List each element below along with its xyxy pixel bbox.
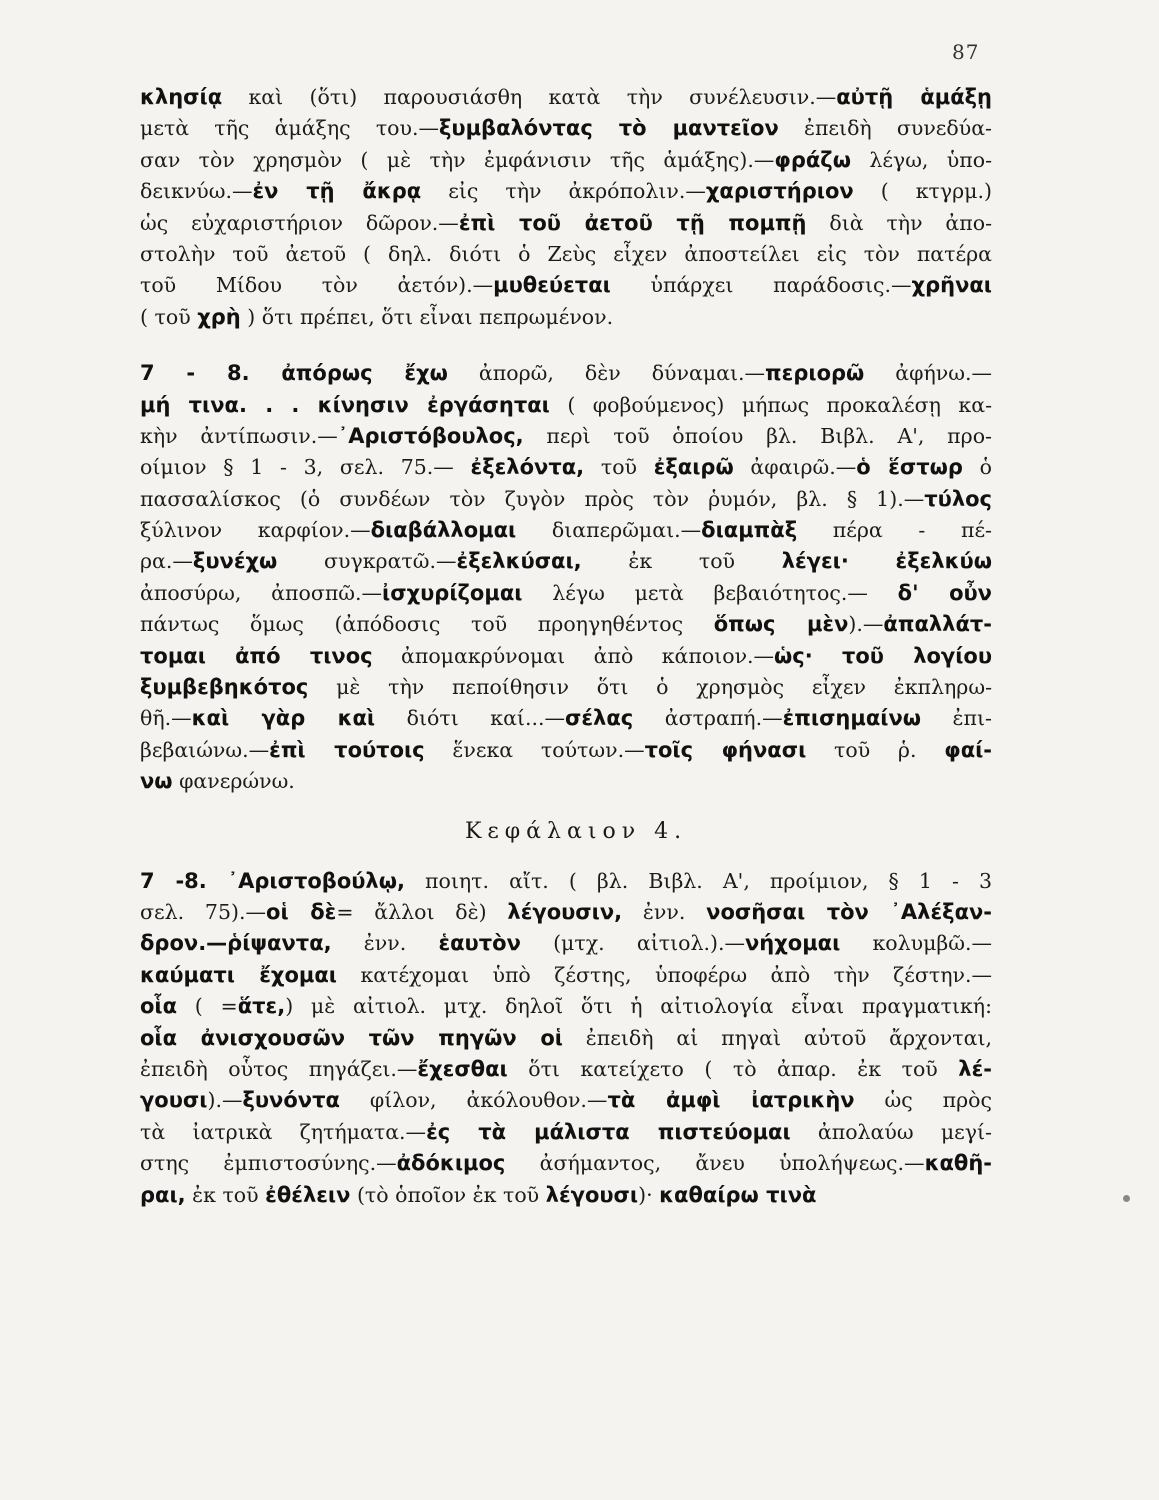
gloss-text: ἀπορῶ, δὲν δύναμαι.—: [447, 361, 766, 386]
lemma-term: χρῆναι: [911, 273, 992, 298]
text-line: [140, 1148, 992, 1179]
gloss-text: ἕνεκα τούτων.—: [424, 737, 645, 762]
lemma-term: ἑαυτὸν: [438, 931, 521, 956]
lemma-term: λέγουσιν,: [507, 899, 623, 924]
commentary-text: [140, 82, 992, 1211]
lemma-term: νω: [140, 769, 173, 794]
lemma-term: περιορῶ: [765, 361, 865, 386]
lemma-term: ξυμβαλόντας τὸ μαντεῖον: [439, 116, 779, 141]
lemma-term: ἀπαλλάτ-: [883, 612, 992, 637]
lemma-term: τὰ ἀμφὶ ἰατρικὴν: [607, 1088, 855, 1113]
text-line: [140, 176, 992, 207]
lemma-term: κλησίᾳ: [140, 85, 223, 109]
gloss-text: ἀστραπή.—: [633, 706, 783, 731]
gloss-text: = ἄλλοι δὲ): [336, 899, 508, 924]
gloss-text: συγκρατῶ.—: [277, 549, 457, 574]
gloss-text: διαπερῶμαι.—: [516, 518, 702, 543]
gloss-text: δεικνύω.—: [140, 179, 253, 204]
gloss-text: ( τοῦ: [140, 304, 198, 329]
text-line: [140, 897, 992, 928]
lemma-term: 7 - 8.: [140, 361, 282, 386]
text-line: [140, 1117, 992, 1148]
gloss-text: διὰ τὴν ἀπο-: [806, 210, 992, 235]
lemma-term: ἐπὶ τούτοις: [269, 737, 425, 762]
lemma-term: ᾿Αριστοβούλῳ,: [227, 868, 405, 893]
lemma-term: ἐπισημαίνω: [782, 706, 922, 731]
lemma-term: ὁ ἕστωρ: [856, 455, 963, 480]
gloss-text: μετὰ τῆς ἁμάξης του.—: [140, 116, 439, 141]
lemma-term: ῥίψαντα,: [227, 931, 332, 956]
gloss-text: ἀφήνω.—: [864, 361, 992, 386]
text-line: [140, 766, 992, 797]
gloss-text: ἀπολαύω μεγί-: [790, 1119, 992, 1144]
page-number: 87: [952, 40, 980, 64]
gloss-text: ).—: [207, 1088, 243, 1113]
lemma-term: χαριστήριον: [705, 179, 854, 204]
lemma-term: καὶ γὰρ καὶ: [191, 706, 376, 731]
lemma-term: μή τινα. . . κίνησιν ἐργάσηται: [140, 392, 550, 417]
margin-speck: [1123, 1195, 1130, 1202]
gloss-text: ξύλινον καρφίον.—: [140, 518, 371, 543]
gloss-text: στολὴν τοῦ ἀετοῦ ( δηλ. διότι ὁ Ζεὺς εἶχεν ἀποστείλει εἰς τὸν πατέρα: [140, 241, 992, 266]
gloss-text: διότι καί...—: [375, 706, 565, 731]
gloss-text: στης ἐμπιστοσύνης.—: [140, 1151, 397, 1176]
gloss-text: ) μὲ αἰτιολ. μτχ. δηλοῖ ὅτι ἡ αἰτιολογία εἶναι πραγματική:: [285, 994, 992, 1019]
gloss-text: ὡς πρὸς: [854, 1088, 992, 1113]
text-line: [140, 484, 992, 515]
gloss-text: ἐπι-: [921, 706, 992, 731]
lemma-term: λέ-: [958, 1056, 992, 1081]
text-line: [140, 672, 992, 703]
lemma-term: ἅτε,: [237, 994, 286, 1019]
lemma-term: ξυμβεβηκότος: [140, 675, 309, 700]
lemma-term: ἐπὶ τοῦ ἀετοῦ τῇ πομπῇ: [458, 210, 807, 235]
lemma-term: χρὴ: [197, 304, 241, 329]
text-line: [140, 113, 992, 144]
text-line: [140, 578, 992, 609]
gloss-text: τὰ ἰατρικὰ ζητήματα.—: [140, 1119, 427, 1144]
lemma-term: τομαι ἀπό τινος: [140, 643, 373, 668]
lemma-term: μυθεύεται: [493, 273, 611, 298]
lemma-term: ἰσχυρίζομαι: [382, 580, 523, 605]
text-line: [140, 515, 992, 546]
text-line: [140, 1085, 992, 1116]
gloss-text: βεβαιώνω.—: [140, 737, 270, 762]
lemma-term: ᾿Αριστόβουλος,: [337, 423, 524, 448]
gloss-text: καὶ (ὅτι) παρουσιάσθη κατὰ τὴν συνέλευσιν.—: [222, 85, 837, 109]
text-line: [140, 390, 992, 421]
gloss-text: ἀφαιρῶ.—: [733, 455, 857, 480]
paragraph-chapter-4: [140, 866, 992, 1211]
lemma-term: ἐξελκύσαι,: [456, 549, 582, 574]
lemma-term: καθαίρω τινὰ: [659, 1182, 817, 1207]
gloss-text: ἐνν.: [622, 899, 707, 924]
text-line: [140, 703, 992, 734]
gloss-text: ἐκ τοῦ: [581, 549, 782, 574]
gloss-text: ἀπομακρύνομαι ἀπὸ κάποιον.—: [372, 643, 775, 668]
lemma-term: φράζω: [774, 147, 851, 172]
lemma-term: ἐξαιρῶ: [653, 455, 734, 480]
lemma-term: αὐτῇ ἁμάξῃ: [836, 85, 992, 109]
gloss-text: εἰς τὴν ἀκρόπολιν.—: [421, 179, 706, 204]
lemma-term: ξυνόντα: [242, 1088, 340, 1113]
gloss-text: ποιητ. αἴτ. ( βλ. Βιβλ. Α', προίμιον, § 1 - 3: [404, 868, 992, 893]
gloss-text: (μτχ. αἰτιολ.).—: [520, 931, 745, 956]
gloss-text: τοῦ: [584, 455, 654, 480]
lemma-term: ξυνέχω: [192, 549, 278, 574]
gloss-text: ( φοβούμενος) μήπως προκαλέσῃ κα-: [549, 392, 992, 417]
lemma-term: ραι,: [140, 1182, 186, 1207]
gloss-text: ).—: [848, 612, 884, 637]
text-line: [140, 1023, 992, 1054]
gloss-text: [849, 549, 896, 573]
text-line: [140, 421, 992, 452]
lemma-term: οἱ δὲ: [266, 899, 337, 924]
lemma-term: διαβάλλομαι: [370, 518, 517, 543]
paragraph-gap: [140, 852, 992, 866]
text-line: [140, 270, 992, 301]
text-line: [140, 358, 992, 389]
text-line: [140, 866, 992, 897]
text-line: [140, 145, 992, 176]
gloss-text: ρα.—: [140, 549, 193, 574]
text-line: [140, 609, 992, 640]
gloss-text: ἀποσύρω, ἀποσπῶ.—: [140, 580, 383, 605]
lemma-term: λέγουσι: [545, 1182, 639, 1207]
gloss-text: ( κτγρμ.): [853, 179, 992, 204]
text-line: [140, 928, 992, 959]
lemma-term: φαί-: [944, 737, 992, 762]
gloss-text: ἐκ τοῦ: [185, 1182, 266, 1207]
paragraph-sections-7-8: [140, 358, 992, 797]
text-line: [140, 302, 992, 333]
lemma-term: ἐθέλειν: [265, 1182, 351, 1207]
gloss-text: μὲ τὴν πεποίθησιν ὅτι ὁ χρησμὸς εἶχεν ἐκπληρω-: [308, 675, 992, 700]
gloss-text: κὴν ἀντίπωσιν.—: [140, 423, 338, 448]
lemma-term: τύλος: [924, 486, 992, 511]
lemma-term: ὡς· τοῦ λογίου: [774, 643, 992, 668]
text-line: [140, 735, 992, 766]
lemma-term: οἷα: [140, 994, 178, 1019]
gloss-text: ἐπειδὴ συνεδύα-: [778, 116, 992, 141]
gloss-text: σαν τὸν χρησμὸν ( μὲ τὴν ἐμφάνισιν τῆς ἁμάξης).—: [140, 147, 775, 172]
text-line: [140, 1054, 992, 1085]
gloss-text: ὡς εὐχαριστήριον δῶρον.—: [140, 210, 459, 235]
text-line: [140, 641, 992, 672]
lemma-term: ἐν τῇ ἄκρᾳ: [252, 179, 422, 204]
text-line: [140, 960, 992, 991]
lemma-term: 7 -8.: [140, 868, 228, 893]
gloss-text: κατέχομαι ὑπὸ ζέστης, ὑποφέρω ἀπὸ τὴν ζέστην.—: [336, 962, 992, 987]
gloss-text: )·: [638, 1182, 660, 1207]
lemma-term: δρον.—: [140, 931, 228, 956]
gloss-text: λέγω μετὰ βεβαιότητος.—: [522, 580, 898, 605]
gloss-text: (τὸ ὁποῖον ἐκ τοῦ: [350, 1182, 546, 1207]
gloss-text: οίμιον § 1 - 3, σελ. 75.—: [140, 455, 471, 480]
gloss-text: κολυμβῶ.—: [840, 931, 992, 956]
gloss-text: τοῦ ῥ.: [806, 737, 945, 762]
gloss-text: πέρα - πέ-: [797, 518, 992, 543]
text-line: [140, 239, 992, 270]
gloss-text: φανερώνω.: [172, 769, 295, 794]
gloss-text: θῆ.—: [140, 706, 192, 731]
lemma-term: σέλας: [565, 706, 634, 731]
lemma-term: τοῖς φήνασι: [644, 737, 807, 762]
gloss-text: ) ὅτι πρέπει, ὅτι εἶναι πεπρωμένον.: [240, 304, 614, 329]
gloss-text: πασσαλίσκος (ὁ συνδέων τὸν ζυγὸν πρὸς τὸν ῥυμόν, βλ. § 1).—: [140, 486, 925, 511]
text-line: [140, 546, 992, 577]
text-line: [140, 991, 992, 1022]
gloss-text: πάντως ὅμως (ἀπόδοσις τοῦ προηγηθέντος: [140, 612, 714, 637]
gloss-text: ἐνν.: [331, 931, 439, 956]
lemma-term: νήχομαι: [744, 931, 841, 956]
gloss-text: ( =: [177, 994, 238, 1019]
gloss-text: ὅτι κατείχετο ( τὸ ἀπαρ. ἐκ τοῦ: [507, 1056, 959, 1081]
gloss-text: σελ. 75).—: [140, 899, 267, 924]
gloss-text: ἀσήμαντος, ἄνευ ὑπολήψεως.—: [505, 1151, 925, 1176]
gloss-text: λέγω, ὑπο-: [850, 147, 992, 172]
lemma-term: ἔχεσθαι: [417, 1056, 508, 1081]
lemma-term: οἷα ἀνισχουσῶν τῶν πηγῶν οἱ: [140, 1025, 563, 1050]
gloss-text: ὑπάρχει παράδοσις.—: [610, 273, 912, 298]
lemma-term: ἐς τὰ μάλιστα πιστεύομαι: [426, 1119, 791, 1144]
paragraph-gap: [140, 798, 992, 812]
lemma-term: ἀπόρως ἔχω: [281, 361, 448, 386]
lemma-term: νοσῆσαι τὸν ᾿Αλέξαν-: [706, 899, 992, 924]
lemma-term: γουσι: [140, 1088, 208, 1113]
lemma-term: ἐξελκύω: [895, 549, 992, 574]
lemma-term: ἐξελόντα,: [470, 455, 585, 480]
lemma-term: δ' οὖν: [897, 580, 992, 605]
lemma-term: ὅπως μὲν: [713, 612, 849, 637]
chapter-heading: Κεφάλαιον 4.: [464, 818, 688, 844]
gloss-text: τοῦ Μίδου τὸν ἀετόν).—: [140, 273, 494, 298]
text-line: [140, 82, 992, 113]
gloss-text: ἐπειδὴ οὗτος πηγάζει.—: [140, 1056, 418, 1081]
text-line: [140, 208, 992, 239]
lemma-term: καύματι ἔχομαι: [140, 962, 337, 987]
lemma-term: καθῆ-: [924, 1151, 992, 1176]
paragraph-commentary-intro: [140, 82, 992, 333]
lemma-term: ἀδόκιμος: [396, 1151, 506, 1176]
gloss-text: ὁ: [962, 455, 992, 480]
text-line: [140, 452, 992, 483]
lemma-term: διαμπὰξ: [701, 518, 798, 543]
paragraph-gap: [140, 333, 992, 358]
gloss-text: ἐπειδὴ αἱ πηγαὶ αὐτοῦ ἄρχονται,: [562, 1025, 992, 1050]
text-line: [140, 1180, 992, 1211]
gloss-text: περὶ τοῦ ὁποίου βλ. Βιβλ. Α', προ-: [523, 423, 992, 448]
lemma-term: λέγει·: [781, 549, 849, 574]
gloss-text: φίλον, ἀκόλουθον.—: [339, 1088, 608, 1113]
